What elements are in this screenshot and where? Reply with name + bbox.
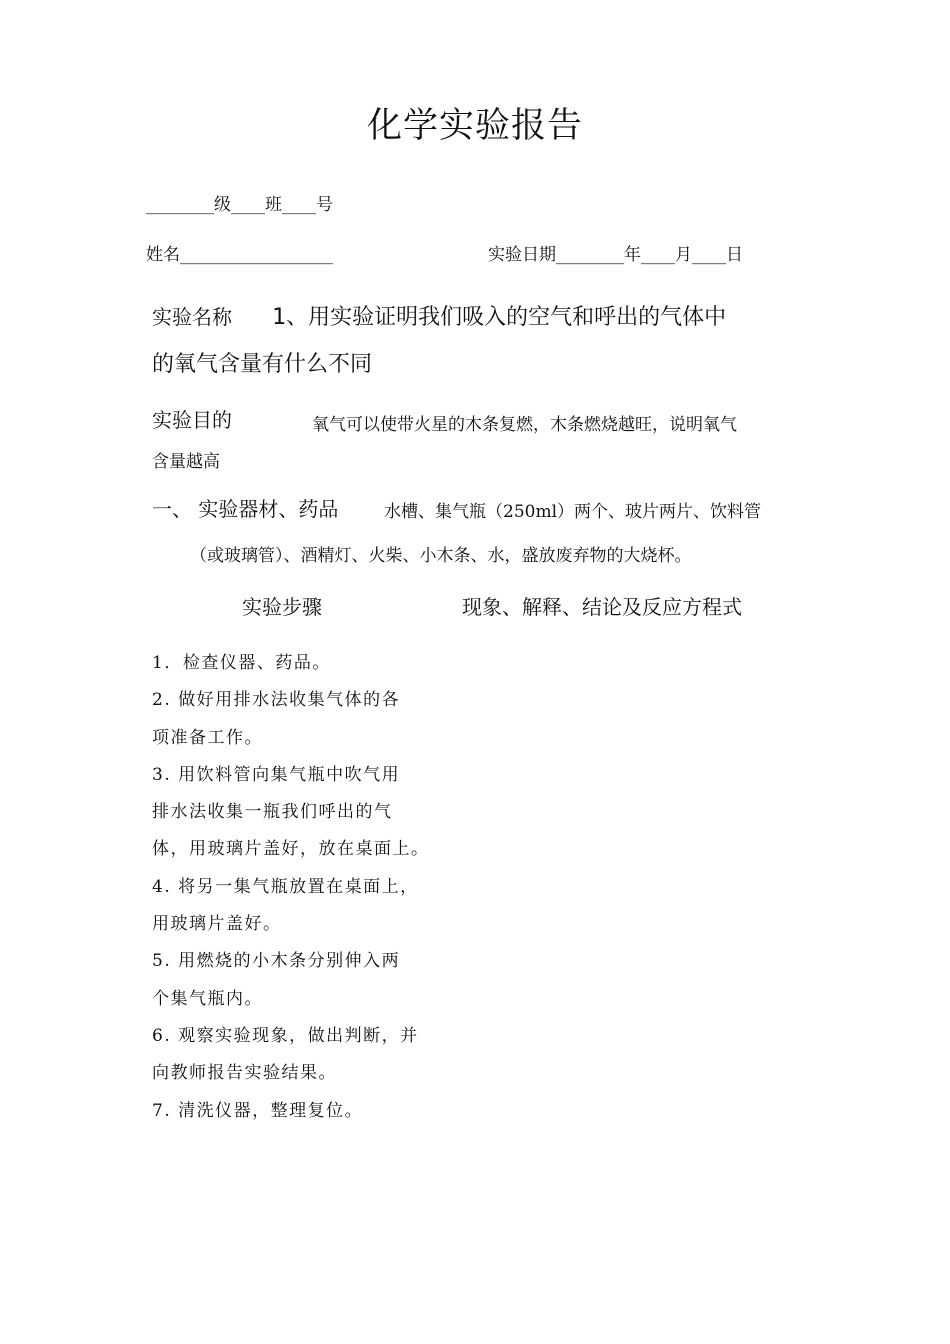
step-line: 体，用玻璃片盖好，放在桌面上。 <box>152 839 430 860</box>
page-title: 化学实验报告 <box>366 106 583 146</box>
purpose-text-2: 含量越高 <box>152 452 220 472</box>
step-line: 2. 做好用排水法收集气体的各 <box>152 690 401 711</box>
purpose-label: 实验目的 <box>152 408 232 432</box>
date-field-line: 实验日期________年____月____日 <box>488 245 743 265</box>
materials-label: 一、 实验器材、药品 <box>152 497 339 521</box>
step-line: 7. 清洗仪器，整理复位。 <box>152 1100 364 1121</box>
materials-text-1: 水槽、集气瓶（250ml）两个、玻片两片、饮料管 <box>384 502 762 522</box>
steps-column-header: 实验步骤 <box>242 595 322 619</box>
phenomena-column-header: 现象、解释、结论及反应方程式 <box>462 595 742 619</box>
step-line: 3. 用饮料管向集气瓶中吹气用 <box>152 764 401 785</box>
experiment-name-row <box>152 300 726 331</box>
class-field-line: ________级____班____号 <box>146 195 333 215</box>
step-line: 排水法收集一瓶我们呼出的气 <box>152 802 393 823</box>
step-line: 项准备工作。 <box>152 727 263 748</box>
step-line: 用玻璃片盖好。 <box>152 914 282 935</box>
purpose-text-1: 氧气可以使带火星的木条复燃，木条燃烧越旺，说明氧气 <box>312 415 737 435</box>
step-line: 5. 用燃烧的小木条分别伸入两 <box>152 951 401 972</box>
step-line: 向教师报告实验结果。 <box>152 1063 337 1084</box>
name-field-line: 姓名__________________ <box>146 245 333 265</box>
experiment-name-label: 实验名称 <box>152 305 232 329</box>
experiment-name-text-1: 1、用实验证明我们吸入的空气和呼出的气体中 <box>272 305 727 330</box>
steps-list <box>152 651 430 1136</box>
materials-text-2: （或玻璃管）、酒精灯、火柴、小木条、水，盛放废弃物的大烧杯。 <box>190 546 692 566</box>
step-line: 1．检查仪器、药品。 <box>152 653 331 673</box>
step-line: 6. 观察实验现象，做出判断，并 <box>152 1025 419 1046</box>
step-line: 个集气瓶内。 <box>152 988 263 1009</box>
experiment-name-text-2: 的氧气含量有什么不同 <box>152 352 373 377</box>
step-line: 4. 将另一集气瓶放置在桌面上， <box>152 876 419 897</box>
